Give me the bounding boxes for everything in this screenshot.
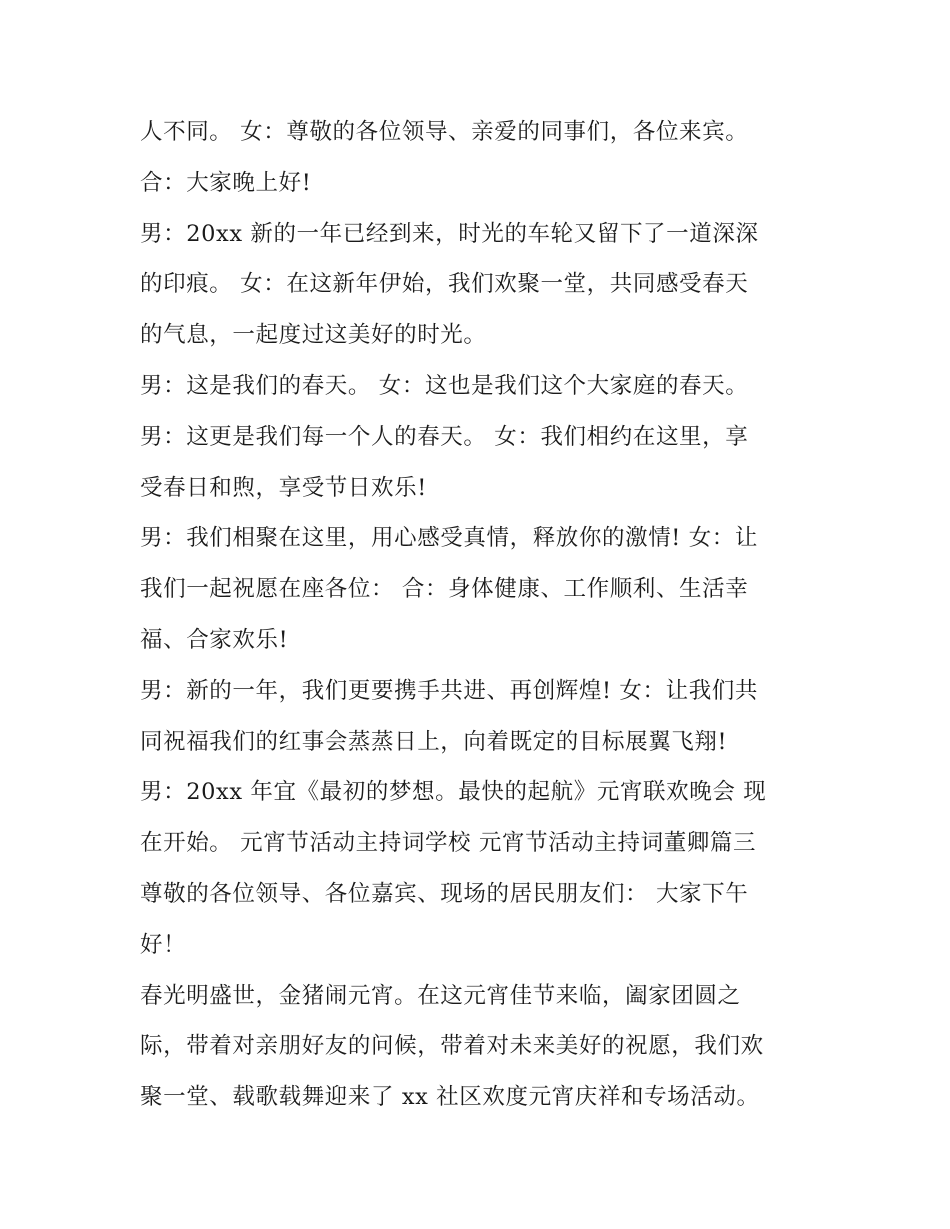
text-line: 同祝福我们的红事会蒸蒸日上，向着既定的目标展翼飞翔! [140, 728, 728, 755]
text-line: 尊敬的各位领导、各位嘉宾、现场的居民朋友们： 大家下午 [140, 880, 749, 907]
text-line: 的气息，一起度过这美好的时光。 [140, 322, 487, 349]
text-line: 男：20xx 年宜《最初的梦想。最快的起航》元宵联欢晚会 现 [140, 779, 767, 806]
text-line: 福、合家欢乐! [140, 626, 289, 653]
text-line: 男：我们相聚在这里，用心感受真情，释放你的激情! 女：让 [140, 525, 758, 552]
text-line: 男：这是我们的春天。 女：这也是我们这个大家庭的春天。 [140, 372, 749, 399]
text-line: 合：大家晚上好! [140, 169, 312, 196]
text-line: 在开始。 元宵节活动主持词学校 元宵节活动主持词董卿篇三 [140, 830, 757, 857]
text-line: 际，带着对亲朋好友的问候，带着对未来美好的祝愿，我们欢 [140, 1033, 764, 1060]
text-line: 聚一堂、载歌载舞迎来了 xx 社区欢度元宵庆祥和专场活动。 [140, 1084, 760, 1111]
text-line: 人不同。 女：尊敬的各位领导、亲爱的同事们，各位来宾。 [140, 119, 749, 145]
text-line: 男：20xx 新的一年已经到来，时光的车轮又留下了一道深深 [140, 220, 759, 247]
text-line: 男：这更是我们每一个人的春天。 女：我们相约在这里，享 [140, 423, 749, 450]
text-line: 我们一起祝愿在座各位： 合：身体健康、工作顺利、生活幸 [140, 576, 749, 603]
text-line: 的印痕。 女：在这新年伊始，我们欢聚一堂，共同感受春天 [140, 271, 749, 298]
text-line: 好！ [140, 931, 187, 958]
text-line: 受春日和煦，享受节日欢乐! [140, 474, 427, 501]
text-line: 春光明盛世，金猪闹元宵。在这元宵佳节来临，阖家团圆之 [140, 982, 741, 1009]
document-body [140, 107, 830, 1123]
text-line: 男：新的一年，我们更要携手共进、再创辉煌! 女：让我们共 [140, 677, 758, 704]
